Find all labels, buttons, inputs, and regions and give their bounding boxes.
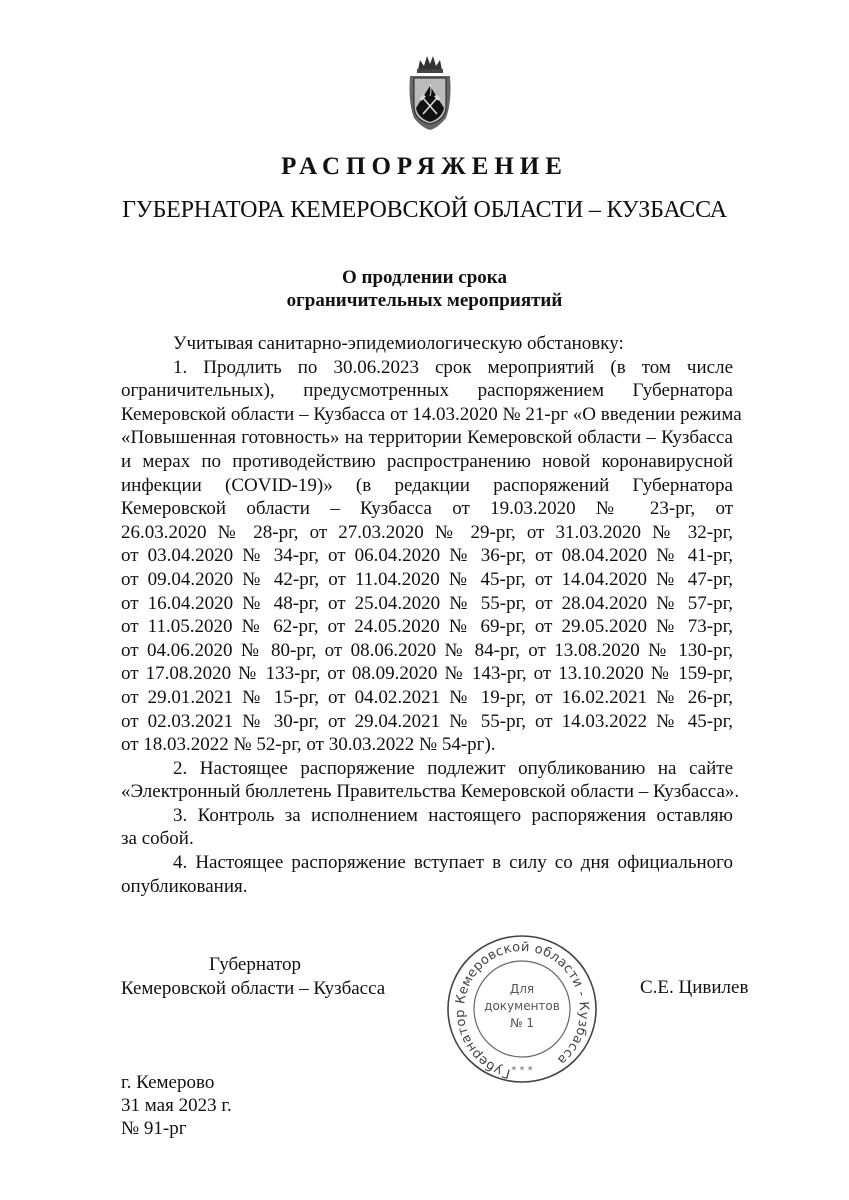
text-line: от 18.03.2022 № 52-рг, от 30.03.2022 № 54-рг). (121, 734, 496, 756)
stamp-ring-text: Губернатор Кемеровской области - Кузбасса (452, 939, 592, 1081)
heading-line-2: ограничительных мероприятий (286, 290, 563, 311)
document-number: № 91-рг (121, 1118, 187, 1139)
text-line: Кемеровской области – Кузбасса от 14.03.2020 № 21-рг «О введении режима (121, 403, 742, 425)
text-line: за собой. (121, 828, 194, 850)
text-line: от 29.01.2021 № 15-рг, от 04.02.2021 № 19-рг, от 16.02.2021 № 26-рг, (121, 686, 733, 708)
stamp-bottom-mark: * * * (511, 1065, 533, 1076)
paragraph-item-1 (121, 356, 742, 757)
issue-date: 31 мая 2023 г. (121, 1095, 232, 1116)
text-line: Кемеровской области – Кузбасса от 19.03.2020 № 23-рг, от (121, 498, 733, 520)
stamp-center-line-2: документов (484, 999, 560, 1013)
coat-of-arms-icon (406, 52, 454, 132)
text-line: 2. Настоящее распоряжение подлежит опубликованию на сайте (173, 757, 733, 779)
text-line: и мерах по противодействию распространению новой коронавирусной (121, 450, 733, 472)
text-line: 3. Контроль за исполнением настоящего распоряжения оставляю (173, 804, 733, 826)
text-line: опубликования. (121, 875, 248, 897)
text-line: ограничительных), предусмотренных распоряжением Губернатора (121, 380, 733, 402)
text-line: «Электронный бюллетень Правительства Кемеровской области – Кузбасса». (121, 781, 740, 803)
paragraph-item-2 (121, 757, 740, 804)
text-line: от 09.04.2020 № 42-рг, от 11.04.2020 № 45-рг, от 14.04.2020 № 47-рг, (121, 568, 733, 590)
text-line: от 04.06.2020 № 80-рг, от 08.06.2020 № 84-рг, от 13.08.2020 № 130-рг, (121, 639, 733, 661)
text-line: от 03.04.2020 № 34-рг, от 06.04.2020 № 36-рг, от 08.04.2020 № 41-рг, (121, 545, 733, 567)
text-line: 1. Продлить по 30.06.2023 срок мероприятий (в том числе (173, 356, 733, 378)
text-line: 26.03.2020 № 28-рг, от 27.03.2020 № 29-рг, от 31.03.2020 № 32-рг, (121, 521, 733, 543)
signature-position (121, 953, 385, 1000)
paragraph-item-4 (121, 851, 733, 898)
signature-position-line-1: Губернатор (209, 954, 302, 975)
text-line: от 11.05.2020 № 62-рг, от 24.05.2020 № 69-рг, от 29.05.2020 № 73-рг, (121, 616, 733, 638)
official-stamp-icon (444, 933, 600, 1085)
stamp-center-line-3: № 1 (510, 1016, 534, 1030)
document-subtitle: ГУБЕРНАТОРА КЕМЕРОВСКОЙ ОБЛАСТИ – КУЗБАССА (122, 197, 727, 223)
text-line: инфекции (COVID-19)» (в редакции распоряжений Губернатора (121, 474, 733, 496)
document-footer (121, 1071, 232, 1140)
text-line: 4. Настоящее распоряжение вступает в силу со дня официального (173, 852, 733, 874)
paragraph-item-3 (121, 804, 733, 851)
text-line: «Повышенная готовность» на территории Кемеровской области – Кузбасса (121, 427, 733, 449)
heading-line-1: О продлении срока (342, 267, 507, 288)
stamp-center-line-1: Для (509, 982, 535, 996)
signature-position-line-2: Кемеровской области – Кузбасса (121, 977, 386, 999)
issue-city: г. Кемерово (121, 1072, 215, 1093)
document-body (121, 332, 742, 898)
signatory-name: С.Е. Цивилев (640, 977, 749, 998)
intro-paragraph: Учитывая санитарно-эпидемиологическую обстановку: (173, 333, 624, 354)
document-title: РАСПОРЯЖЕНИЕ (281, 153, 568, 180)
text-line: от 02.03.2021 № 30-рг, от 29.04.2021 № 55-рг, от 14.03.2022 № 45-рг, (121, 710, 733, 732)
text-line: от 17.08.2020 № 133-рг, от 08.09.2020 № 143-рг, от 13.10.2020 № 159-рг, (121, 663, 733, 685)
text-line: от 16.04.2020 № 48-рг, от 25.04.2020 № 55-рг, от 28.04.2020 № 57-рг, (121, 592, 733, 614)
document-heading (0, 266, 849, 312)
